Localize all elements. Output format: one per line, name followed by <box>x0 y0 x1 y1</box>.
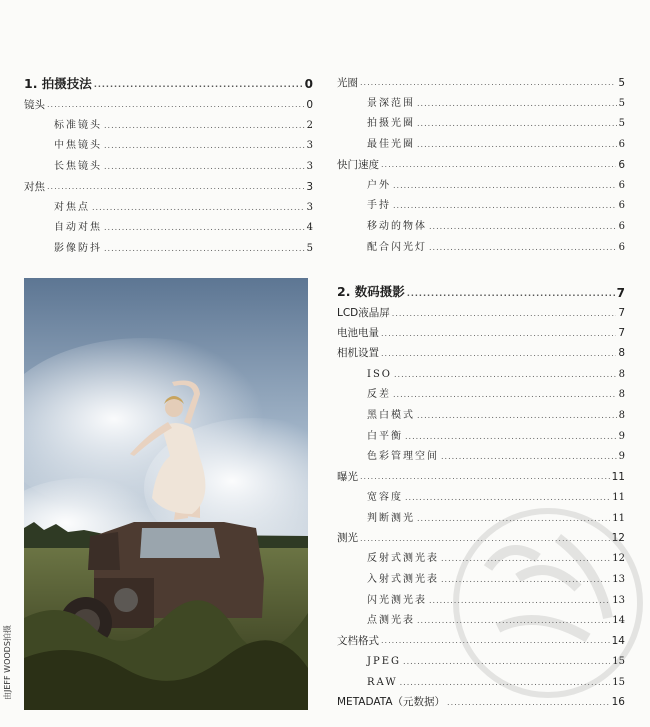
toc-leader-dots <box>104 163 305 171</box>
toc-entry-sub <box>24 131 313 152</box>
toc-entry-page: 9 <box>618 451 625 463</box>
toc-leader-dots <box>360 79 616 87</box>
toc-entry-label: 宽容度 <box>367 491 403 503</box>
section-gap <box>337 253 625 277</box>
toc-entry-sub <box>337 482 625 503</box>
toc-entry-sub <box>24 213 313 234</box>
toc-leader-dots <box>104 142 305 150</box>
toc-entry-sub <box>24 151 313 172</box>
toc-entry-label: 反差 <box>367 389 391 401</box>
toc-entry-page: 2 <box>306 119 313 131</box>
toc-entry-label: 影像防抖 <box>54 243 102 255</box>
toc-entry-label: 测光 <box>337 532 358 545</box>
toc-entry-sub <box>337 109 625 130</box>
toc-entry-label: 对焦点 <box>54 201 90 213</box>
toc-entry-label: 移动的物体 <box>367 221 427 233</box>
toc-entry-page: 3 <box>306 201 313 213</box>
photo-credit: 由JEFF WOODS拍摄 <box>3 625 12 700</box>
toc-entry-label: 最佳光圈 <box>367 139 415 151</box>
toc-leader-dots <box>447 699 610 707</box>
toc-entry-label: 入射式测光表 <box>367 574 439 585</box>
toc-entry-page: 6 <box>618 139 625 151</box>
toc-leader-dots <box>104 224 305 232</box>
toc-entry-sub <box>337 191 625 212</box>
toc-entry-label: 快门速度 <box>337 158 379 171</box>
toc-leader-dots <box>381 330 616 338</box>
toc-leader-dots <box>104 122 305 130</box>
toc-entry-label: RAW <box>367 676 398 688</box>
toc-entry-page: 0 <box>304 77 313 91</box>
toc-entry-label: 镜头 <box>24 98 45 111</box>
toc-entry-section <box>24 172 313 192</box>
toc-leader-dots <box>405 433 617 441</box>
toc-entry-chapter <box>24 68 313 90</box>
toc-leader-dots <box>441 576 610 584</box>
toc-entry-label: ISO <box>367 368 392 380</box>
toc-entry-page: 0 <box>306 98 313 111</box>
toc-leader-dots <box>47 101 304 109</box>
toc-entry-section <box>337 339 625 359</box>
toc-entry-chapter <box>337 277 625 299</box>
toc-entry-page: 7 <box>616 285 625 300</box>
toc-leader-dots <box>381 637 610 645</box>
toc-entry-sub <box>337 88 625 109</box>
toc-entry-page: 13 <box>612 574 625 585</box>
toc-leader-dots <box>381 161 616 169</box>
toc-entry-sub <box>337 646 625 667</box>
toc-leader-dots <box>360 473 610 481</box>
toc-entry-page: 6 <box>618 200 625 212</box>
toc-entry-sub <box>337 211 625 232</box>
toc-entry-sub <box>337 170 625 191</box>
toc-leader-dots <box>92 204 305 212</box>
toc-entry-sub <box>337 544 625 565</box>
toc-entry-sub <box>337 129 625 150</box>
toc-entry-page: 8 <box>618 368 625 380</box>
toc-entry-sub <box>337 380 625 401</box>
toc-entry-page: 15 <box>612 656 625 668</box>
toc-entry-page: 13 <box>612 594 625 606</box>
toc-entry-page: 5 <box>618 76 625 89</box>
toc-entry-page: 7 <box>618 327 625 340</box>
toc-entry-label: 闪光测光表 <box>367 594 427 606</box>
toc-entry-label: 1. 拍摄技法 <box>24 75 92 91</box>
toc-entry-label: 中焦镜头 <box>54 140 102 152</box>
toc-leader-dots <box>429 597 610 605</box>
toc-leader-dots <box>417 141 617 149</box>
toc-entry-sub <box>337 400 625 421</box>
toc-entry-page: 4 <box>306 222 313 234</box>
toc-entry-page: 11 <box>612 491 625 503</box>
toc-entry-label: 白平衡 <box>367 430 403 442</box>
toc-entry-page: 11 <box>611 470 625 483</box>
toc-entry-page: 3 <box>306 180 313 193</box>
toc-entry-sub <box>337 359 625 380</box>
toc-entry-label: 电池电量 <box>337 327 379 340</box>
toc-entry-page: 14 <box>612 615 625 627</box>
toc-entry-label: 对焦 <box>24 180 45 193</box>
toc-entry-page: 5 <box>306 243 313 255</box>
toc-entry-label: 标准镜头 <box>54 119 102 131</box>
toc-entry-sub <box>337 606 625 627</box>
toc-leader-dots <box>392 310 617 318</box>
toc-leader-dots <box>400 679 611 687</box>
toc-entry-section <box>24 90 313 110</box>
toc-leader-dots <box>429 223 617 231</box>
toc-leader-dots <box>47 183 304 191</box>
toc-entry-page: 5 <box>618 118 625 130</box>
toc-entry-page: 12 <box>612 553 625 565</box>
toc-entry-label: 拍摄光圈 <box>367 118 415 130</box>
toc-leader-dots <box>393 202 617 210</box>
toc-entry-label: 文档格式 <box>337 634 379 647</box>
toc-leader-dots <box>360 535 610 543</box>
toc-right-column <box>337 68 625 708</box>
toc-entry-label: 2. 数码摄影 <box>337 284 405 300</box>
cover-photo <box>24 278 308 710</box>
toc-entry-label: 户外 <box>367 179 391 191</box>
toc-entry-section <box>337 299 625 319</box>
toc-entry-label: 景深范围 <box>367 97 415 109</box>
toc-entry-page: 6 <box>618 158 625 171</box>
toc-entry-sub <box>337 503 625 524</box>
toc-entry-page: 6 <box>618 241 625 253</box>
toc-leader-dots <box>405 494 610 502</box>
toc-entry-page: 16 <box>611 696 625 709</box>
toc-leader-dots <box>403 658 610 666</box>
toc-entry-page: 3 <box>306 161 313 173</box>
toc-entry-page: 3 <box>306 140 313 152</box>
toc-entry-page: 9 <box>618 430 625 442</box>
toc-leader-dots <box>417 100 617 108</box>
toc-entry-section <box>337 319 625 339</box>
toc-leader-dots <box>417 120 617 128</box>
toc-entry-sub <box>337 442 625 463</box>
toc-entry-sub <box>24 192 313 213</box>
toc-entry-page: 6 <box>618 221 625 233</box>
toc-entry-sub <box>337 564 625 585</box>
toc-entry-label: 配合闪光灯 <box>367 241 427 253</box>
toc-entry-page: 15 <box>612 676 625 688</box>
toc-entry-label: METADATA（元数据） <box>337 696 446 709</box>
toc-leader-dots <box>441 555 610 563</box>
toc-leader-dots <box>393 391 617 399</box>
toc-leader-dots <box>393 182 617 190</box>
toc-entry-page: 12 <box>611 532 625 545</box>
toc-entry-section <box>337 462 625 482</box>
toc-entry-sub <box>337 232 625 253</box>
toc-entry-label: 黑白模式 <box>367 409 415 421</box>
toc-entry-label: JPEG <box>367 656 402 668</box>
toc-leader-dots <box>417 412 617 420</box>
toc-entry-section <box>337 150 625 170</box>
toc-entry-sub <box>337 421 625 442</box>
toc-entry-label: 相机设置 <box>337 347 379 360</box>
toc-leader-dots <box>429 244 617 252</box>
toc-leader-dots <box>94 81 303 89</box>
toc-entry-page: 14 <box>611 634 625 647</box>
toc-entry-page: 6 <box>618 179 625 191</box>
toc-entry-label: 长焦镜头 <box>54 161 102 173</box>
toc-entry-page: 8 <box>618 409 625 421</box>
toc-left-column <box>24 68 313 254</box>
toc-entry-label: 手持 <box>367 200 391 212</box>
toc-entry-sub <box>24 110 313 131</box>
toc-entry-sub <box>24 233 313 254</box>
toc-entry-page: 7 <box>618 307 625 320</box>
toc-entry-label: 判断测光 <box>367 512 415 524</box>
toc-entry-label: 反射式测光表 <box>367 553 439 565</box>
toc-leader-dots <box>394 371 617 379</box>
toc-entry-sub <box>337 667 625 688</box>
toc-entry-sub <box>337 585 625 606</box>
toc-entry-section <box>337 626 625 646</box>
toc-leader-dots <box>407 290 615 298</box>
toc-entry-label: LCD液晶屏 <box>337 307 390 320</box>
toc-leader-dots <box>417 617 610 625</box>
toc-entry-label: 自动对焦 <box>54 222 102 234</box>
toc-leader-dots <box>104 245 305 253</box>
toc-entry-section <box>337 688 625 708</box>
toc-leader-dots <box>381 350 616 358</box>
toc-entry-label: 曝光 <box>337 470 358 483</box>
toc-leader-dots <box>417 515 610 523</box>
toc-entry-section <box>337 68 625 88</box>
toc-entry-label: 色彩管理空间 <box>367 451 439 463</box>
toc-entry-section <box>337 524 625 544</box>
toc-leader-dots <box>441 453 617 461</box>
toc-entry-page: 8 <box>618 347 625 360</box>
toc-entry-label: 点测光表 <box>367 615 415 627</box>
toc-entry-page: 8 <box>618 389 625 401</box>
toc-entry-page: 5 <box>618 97 625 109</box>
toc-entry-label: 光圈 <box>337 76 358 89</box>
toc-entry-page: 11 <box>612 512 625 524</box>
